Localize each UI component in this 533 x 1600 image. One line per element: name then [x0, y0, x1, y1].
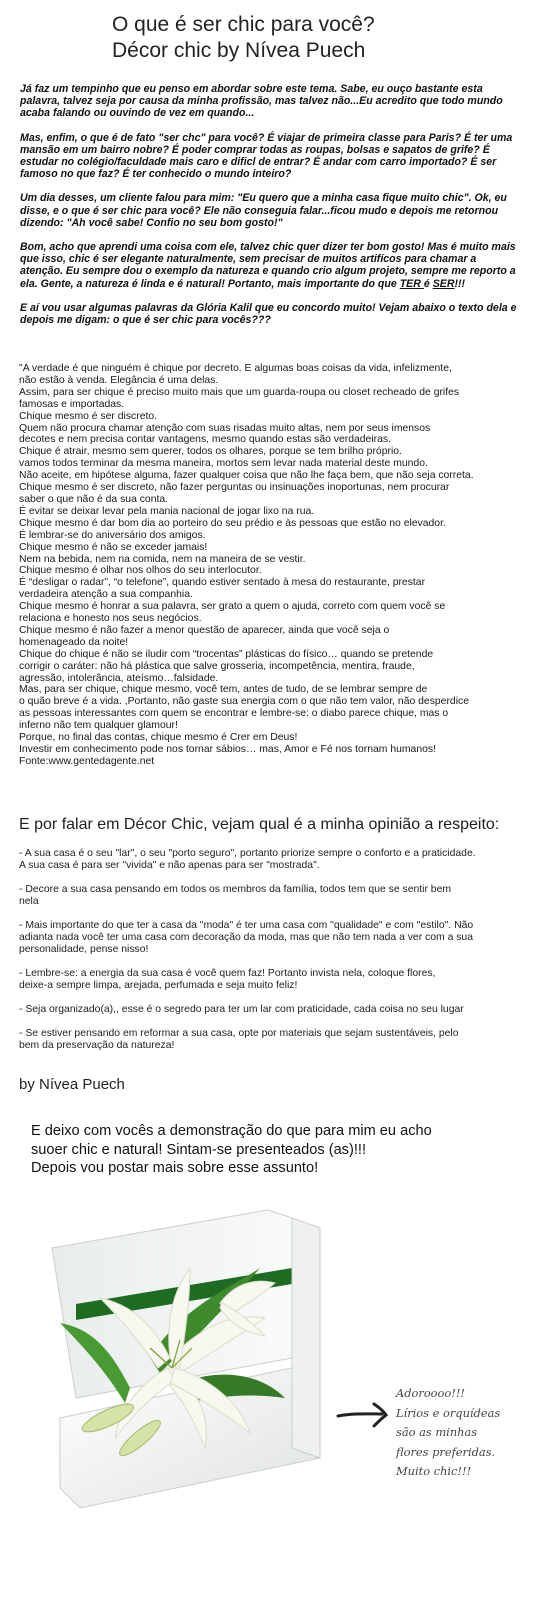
note-line-3: são as minhas [396, 1425, 478, 1440]
intro-paragraph-4-mid: é [423, 277, 433, 290]
intro-paragraph-1: Já faz um tempinho que eu penso em abordar sobre este tema. Sabe, eu ouço bastante esta palavra, talvez seja por causa da minha profissão, mas talvez não...Eu acredito que todo mundo acaba falando ou ouvindo de vez em quando... [20, 83, 503, 120]
quote-line: Chique mesmo é dar bom dia ao porteiro do seu prédio e às pessoas que estão no elevador. [19, 517, 446, 529]
quote-line: Investir em conhecimento pode nos tornar sábios… mas, Amor e Fé nos tornam humanos! [19, 744, 436, 755]
flower-box-photo [30, 1208, 330, 1573]
tip-5 [19, 1004, 524, 1016]
quote-line: o quão breve é a vida. ,Portanto, não gaste sua energia com o que não tem valor, não desperdice [19, 696, 469, 708]
quote-line: Nem na bebida, nem na comida, nem na maneira de se vestir. [19, 553, 306, 565]
quote-line: famosas e importadas. [19, 398, 125, 410]
tip-2 [19, 884, 524, 908]
tip-1-line-1: - A sua casa é o seu "lar", o seu "porto seguro", portanto priorize sempre o conforto e a praticidade. [19, 848, 476, 859]
quote-line: homenageado da noite! [19, 636, 129, 648]
handwritten-note [396, 1384, 528, 1482]
tip-3-line-2: adianta nada você ter uma casa com decoração da moda, mas que não tem nada a ver com a sua [19, 932, 473, 943]
quote-line: relaciona e honesto nos seus negócios. [19, 613, 202, 625]
quote-line: Chique mesmo é não se exceder jamais! [19, 541, 208, 553]
quote-line: saber o que não é da sua conta. [19, 493, 169, 505]
quote-line: inferno não tem qualquer glamour! [19, 720, 178, 732]
quote-line: Chique do chique é não se iludir com “trocentas” plásticas do físico… quando se pretende [19, 648, 434, 660]
quote-line: É “desligar o radar”, “o telefone”, quando estiver sentado à mesa do restaurante, prestar [19, 577, 426, 589]
quote-line: verdadeira atenção a sua companhia. [19, 589, 193, 601]
intro-paragraph-4 [20, 241, 520, 290]
intro-paragraph-4-start: Bom, acho que aprendi uma coisa com ele, talvez chic quer dizer ter bom gosto! Mas é muito mais que isso, chic é ser elegante naturalmente, sem precisar de muitos artifícos para chamar a atenção. Eu sempre dou o exemplo da natureza e quando crio algum projeto, sempre me reporto a ela. Gente, a natureza é linda e é natural! Portanto, mais importante do que [20, 241, 516, 290]
closing-line-3: Depois vou postar mais sobre esse assunto! [31, 1160, 319, 1177]
gloria-kalil-quote [19, 363, 524, 768]
quote-line: É lembrar-se do aniversário dos amigos. [19, 529, 206, 541]
quote-line: Chique é atrair, mesmo sem querer, todos os olhares, porque se tem brilho próprio. [19, 446, 402, 458]
tip-2-line-1: - Decore a sua casa pensando em todos os membros da família, todos tem que se sentir bem [19, 884, 452, 895]
quote-line: É evitar se deixar levar pela mania nacional de jogar lixo na rua. [19, 505, 315, 517]
tip-6 [19, 1028, 524, 1052]
tip-6-line-1: - Se estiver pensando em reformar a sua casa, opte por materiais que sejam sustentáveis, pelo [19, 1028, 459, 1039]
box-right-side [292, 1218, 320, 1458]
tip-2-line-2: nela [19, 896, 39, 907]
quote-line: as pessoas interessantes com quem se encontrar e lembre-se: o diabo parece chique, mas o [19, 708, 449, 720]
quote-line: Não aceite, em hipótese alguma, fazer qualquer coisa que não lhe faça bem, que não seja correta. [19, 470, 474, 482]
decor-chic-heading: E por falar em Décor Chic, vejam qual é a minha opinião a respeito: [19, 816, 500, 833]
closing-line-1: E deixo com vocês a demonstração do que para mim eu acho [31, 1123, 432, 1139]
title-line-1: O que é ser chic para você? [112, 13, 375, 36]
tip-6-line-2: bem da preservação da natureza! [19, 1040, 175, 1051]
note-line-5: Muito chic!!! [396, 1464, 472, 1479]
quote-line: "A verdade é que ninguém é chique por decreto. E algumas boas coisas da vida, infelizmente, [19, 363, 452, 374]
quote-line: corrigir o caráter: não há plástica que salve grosseria, incompetência, mentira, fraude, [19, 660, 415, 672]
tip-3-line-1: - Mais importante do que ter a casa da "moda" é ter uma casa com "qualidade" e com "estilo". Não [19, 920, 474, 931]
author-signature: by Nívea Puech [19, 1076, 125, 1093]
quote-line: Chique mesmo é ser discreto, não fazer perguntas ou insinuações inoportunas, nem procurar [19, 482, 450, 494]
quote-line: não estão à venda. Elegância é uma delas. [19, 374, 219, 386]
tip-3-line-3: personalidade, pense nisso! [19, 944, 149, 955]
quote-line: vamos todos terminar da mesma maneira, mortos sem levar nada material deste mundo. [19, 458, 428, 470]
page-title [112, 12, 522, 64]
note-line-1: Adoroooo!!! [396, 1386, 465, 1400]
decor-opinions [19, 848, 524, 1064]
quote-line: Quem não procura chamar atenção com suas risadas muito altas, nem por seus imensos [19, 422, 431, 434]
quote-source: Fonte:www.gentedagente.net [19, 755, 155, 767]
ser-underlined: SER [432, 277, 455, 290]
tip-1 [19, 848, 524, 872]
quote-line: Porque, no final das contas, chique mesmo é Crer em Deus! [19, 732, 298, 744]
quote-line: Chique mesmo é ser discreto. [19, 410, 158, 422]
tip-4 [19, 968, 524, 992]
tip-4-line-2: deixe-a sempre limpa, arejada, perfumada e seja muito feliz! [19, 980, 298, 991]
quote-line: Chique mesmo é olhar nos olhos do seu interlocutor. [19, 565, 262, 577]
note-line-2: Lírios e orquídeas [396, 1405, 501, 1420]
quote-line: decotes e nem precisa contar vantagens, mesmo quando estas são verdadeiras. [19, 434, 391, 446]
quote-line: Chique mesmo é não fazer a menor questão de aparecer, ainda que você seja o [19, 624, 390, 636]
arrow-icon [336, 1396, 394, 1430]
tip-1-line-2: A sua casa é para ser "vivida" e não apenas para ser "mostrada". [19, 860, 320, 871]
tip-4-line-1: - Lembre-se: a energia da sua casa é você quem faz! Portanto invista nela, coloque flores, [19, 968, 436, 979]
title-line-2: Décor chic by Nívea Puech [112, 39, 366, 62]
intro-text [20, 83, 520, 338]
quote-line: Assim, para ser chique é preciso muito mais que um guarda-roupa ou closet recheado de grifes [19, 386, 460, 398]
intro-paragraph-4-end: !!! [454, 277, 466, 290]
quote-line: Chique mesmo é honrar a sua palavra, ser grato a quem o ajuda, correto com quem você se [19, 601, 446, 613]
ter-underlined: TER [399, 277, 424, 290]
closing-text [31, 1122, 526, 1178]
intro-paragraph-5: E aí vou usar algumas palavras da Glória Kalil que eu concordo muito! Vejam abaixo o texto dela e depois me digam: o que é ser chic para vocês??? [20, 301, 517, 327]
tip-3 [19, 920, 524, 956]
tip-5-line-1: - Seja organizado(a),, esse é o segredo para ter um lar com praticidade, cada coisa no seu lugar [19, 1004, 464, 1015]
intro-paragraph-2: Mas, enfim, o que é de fato "ser chc" para você? É viajar de primeira classe para Paris? É ter uma mansão em um bairro nobre? É poder comprar todas as roupas, bolsas e sapatos de grife? É estudar no colégio/faculdade mais caro e dificl de entrar? É andar com carro importado? É ser famoso no que faz? É ter conhecido o mundo inteiro? [20, 131, 513, 181]
note-line-4: flores preferidas. [396, 1444, 496, 1459]
quote-line: agressão, intolerância, ateísmo…falsidade. [19, 672, 219, 684]
quote-line: Mas, para ser chique, chique mesmo, você tem, antes de tudo, de se lembrar sempre de [19, 684, 428, 696]
intro-paragraph-3: Um dia desses, um cliente falou para mim: "Eu quero que a minha casa fique muito chic". Ok, eu disse, e o que é ser chic para você? Ele não conseguia falar...ficou mudo e depois me retornou dizendo: "Ah você sabe! Confio no seu bom gosto!" [20, 192, 507, 229]
closing-line-2: suoer chic e natural! Sintam-se presenteados (as)!!! [31, 1141, 367, 1158]
